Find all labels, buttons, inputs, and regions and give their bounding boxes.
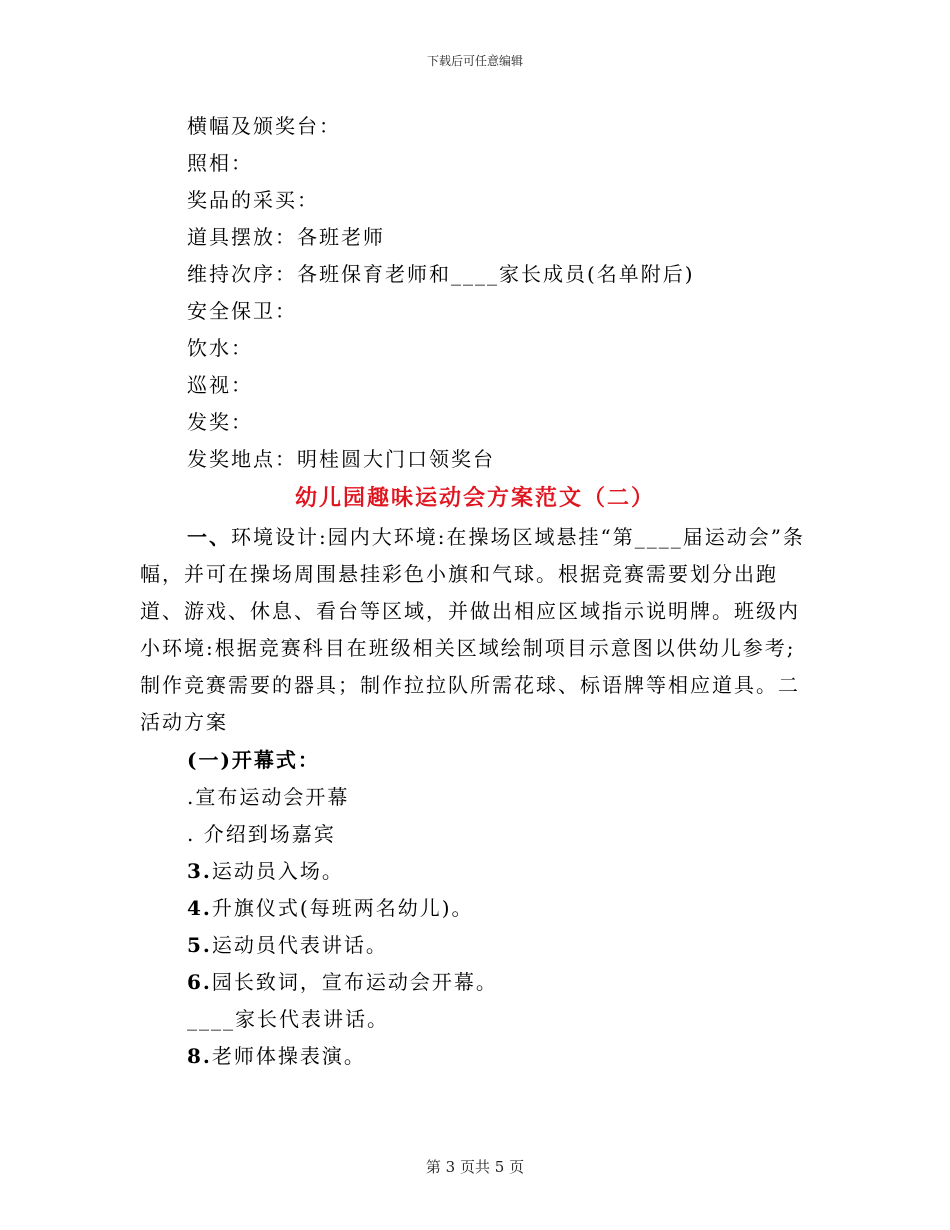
opening-ceremony-section bbox=[140, 742, 810, 1075]
paragraph-text: 环境设计:园内大环境:在操场区域悬挂“第____届运动会”条幅，并可在操场周围悬挂彩色小旗和气球。根据竞赛需要划分出跑道、游戏、休息、看台等区域，并做出相应区域指示说明牌。班级内小环境:根据竞赛科目在班级相关区域绘制项目示意图以供幼儿参考;制作竞赛需要的器具；制作拉拉队所需花球、标语牌等相应道具。二活动方案 bbox=[140, 525, 805, 734]
assignment-line: 安全保卫： bbox=[187, 299, 297, 323]
page-footer: 第 3 页共 5 页 bbox=[425, 1158, 525, 1176]
assignment-line: 巡视： bbox=[187, 373, 253, 397]
item-number: 6. bbox=[187, 970, 212, 994]
item-text: . 介绍到场嘉宾 bbox=[187, 822, 336, 846]
item-text: 运动员代表讲话。 bbox=[211, 933, 388, 957]
list-item bbox=[140, 1038, 810, 1075]
item-text: 园长致词，宣布运动会开幕。 bbox=[211, 970, 498, 994]
list-item bbox=[140, 1001, 810, 1038]
list-item bbox=[140, 890, 810, 927]
paragraph-lead: 一、 bbox=[187, 525, 231, 549]
section-heading: (一)开幕式： bbox=[187, 748, 320, 772]
item-text: 老师体操表演。 bbox=[211, 1044, 366, 1068]
assignment-line: 奖品的采买： bbox=[187, 188, 319, 212]
item-text: .宣布运动会开幕 bbox=[187, 785, 350, 809]
list-item bbox=[140, 964, 810, 1001]
staff-assignments bbox=[140, 108, 810, 478]
list-item bbox=[140, 816, 810, 853]
item-text: ____家长代表讲话。 bbox=[187, 1007, 389, 1031]
item-text: 升旗仪式(每班两名幼儿)。 bbox=[211, 896, 474, 920]
item-number: 4. bbox=[187, 896, 212, 920]
list-item bbox=[140, 779, 810, 816]
assignment-line: 照相： bbox=[187, 151, 253, 175]
assignment-line: 饮水： bbox=[187, 336, 253, 360]
page-header: 下载后可任意编辑 bbox=[426, 54, 523, 68]
assignment-line: 发奖： bbox=[187, 410, 253, 434]
document-title: 幼儿园趣味运动会方案范文（二） bbox=[294, 485, 655, 511]
environment-paragraph bbox=[140, 519, 810, 741]
item-number: 8. bbox=[187, 1044, 212, 1068]
list-item bbox=[140, 853, 810, 890]
item-text: 运动员入场。 bbox=[211, 859, 344, 883]
list-item bbox=[140, 927, 810, 964]
assignment-line: 道具摆放：各班老师 bbox=[187, 225, 385, 249]
item-number: 3. bbox=[187, 859, 212, 883]
assignment-line: 维持次序：各班保育老师和____家长成员(名单附后) bbox=[187, 262, 695, 286]
assignment-line: 发奖地点：明桂圆大门口领奖台 bbox=[187, 447, 495, 471]
assignment-line: 横幅及颁奖台： bbox=[187, 114, 341, 138]
item-number: 5. bbox=[187, 933, 212, 957]
